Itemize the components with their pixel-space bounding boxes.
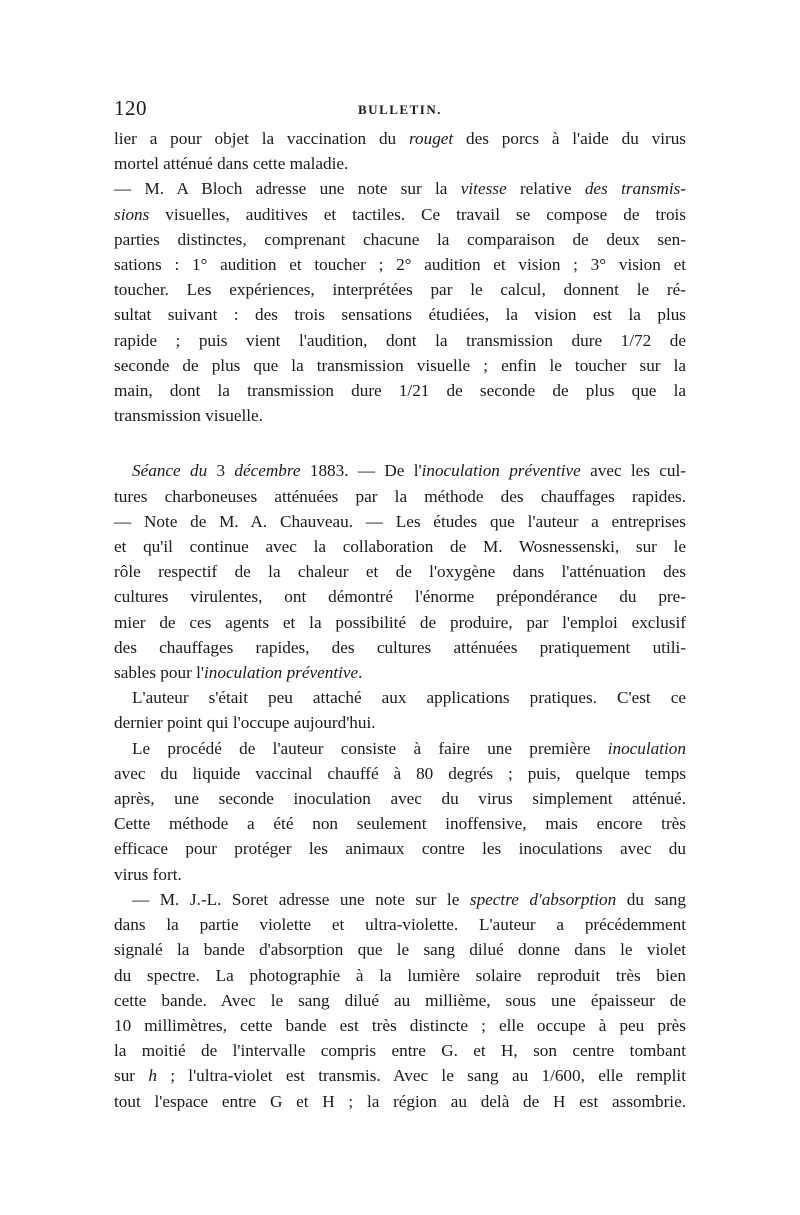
text-line <box>114 277 686 302</box>
text-run: tures charboneuses atténuées par la méthode des chauffages rapides. <box>114 486 686 506</box>
text-line <box>114 151 686 176</box>
italic-run: spectre d'absorption <box>469 889 617 909</box>
italic-run: sions <box>114 204 150 224</box>
italic-run: inoculation préventive <box>203 663 359 683</box>
text-line <box>114 484 686 509</box>
text-run: L'auteur s'était peu attaché aux applications pratiques. C'est ce <box>132 688 686 708</box>
text-run: relative <box>506 179 585 199</box>
text-line <box>114 786 686 811</box>
text-run: cultures virulentes, ont démontré l'énorme prépondérance du pre- <box>114 587 686 607</box>
page-header <box>114 96 686 126</box>
text-line <box>114 534 686 559</box>
text-line <box>114 1038 686 1063</box>
text-run: parties distinctes, comprenant chacune la comparaison de deux sen- <box>114 229 686 249</box>
body-text <box>114 126 686 1114</box>
text-run: sables pour l' <box>114 663 204 683</box>
text-line <box>114 685 686 710</box>
text-line <box>114 710 686 735</box>
text-line <box>114 811 686 836</box>
italic-run: vitesse <box>460 179 507 199</box>
paragraph-p2 <box>114 458 686 685</box>
text-run: la moitié de l'intervalle compris entre G. et H, son centre tombant <box>114 1041 686 1061</box>
text-run: du spectre. La photographie à la lumière solaire reproduit très bien <box>114 965 686 985</box>
text-line <box>114 988 686 1013</box>
text-line <box>114 1063 686 1088</box>
text-run: 3 <box>207 461 235 481</box>
text-run: toucher. Les expériences, interprétées par le calcul, donnent le ré- <box>114 280 686 300</box>
text-run: virus fort. <box>114 864 182 884</box>
italic-run: inoculation préventive <box>421 461 581 481</box>
text-run: . <box>358 663 363 683</box>
text-run: et qu'il continue avec la collaboration de M. Wosnessenski, sur le <box>114 537 686 557</box>
text-run: — M. J.-L. Soret adresse une note sur le <box>132 889 470 909</box>
text-run: sur <box>114 1066 149 1086</box>
italic-run: rouget <box>408 129 454 148</box>
text-line <box>114 1013 686 1038</box>
paragraph-p0 <box>114 126 686 176</box>
text-run: efficace pour protéger les animaux contre les inoculations avec du <box>114 839 686 859</box>
italic-run: décembre <box>234 461 301 481</box>
text-line <box>114 635 686 660</box>
text-line <box>114 353 686 378</box>
text-run: — Note de M. A. Chauveau. — Les études que l'auteur a entreprises <box>114 511 686 531</box>
italic-run: h <box>148 1066 157 1086</box>
text-line <box>114 328 686 353</box>
text-line <box>114 378 686 403</box>
text-run: main, dont la transmission dure 1/21 de seconde de plus que la <box>114 381 686 401</box>
text-run: mortel atténué dans cette maladie. <box>114 154 349 174</box>
text-run: après, une seconde inoculation avec du virus simplement atténué. <box>114 789 686 809</box>
text-run: 1883. — De l' <box>300 461 422 481</box>
text-line <box>114 862 686 887</box>
text-run: lier a pour objet la vaccination du <box>114 129 409 148</box>
text-line <box>114 227 686 252</box>
text-run: avec les cul- <box>580 461 686 481</box>
page <box>114 96 686 1114</box>
text-run: sultat suivant : des trois sensations étudiées, la vision est la plus <box>114 305 686 325</box>
paragraph-p1 <box>114 176 686 428</box>
text-run: — M. A Bloch adresse une note sur la <box>114 179 461 199</box>
text-line <box>114 736 686 761</box>
text-run: dernier point qui l'occupe aujourd'hui. <box>114 713 376 733</box>
text-run: Le procédé de l'auteur consiste à faire une première <box>132 738 608 758</box>
text-run: signalé la bande d'absorption que le sang dilué donne dans le violet <box>114 940 686 960</box>
text-run: sations : 1° audition et toucher ; 2° audition et vision ; 3° vision et <box>114 255 686 275</box>
text-run: rapide ; puis vient l'audition, dont la transmission dure 1/72 de <box>114 330 686 350</box>
text-line <box>114 126 686 151</box>
text-run: des chauffages rapides, des cultures atténuées pratiquement utili- <box>114 637 686 657</box>
paragraph-p5 <box>114 887 686 1114</box>
paragraph-p4 <box>114 736 686 887</box>
text-run: 10 millimètres, cette bande est très distincte ; elle occupe à peu près <box>114 1015 686 1035</box>
text-run: mier de ces agents et la possibilité de produire, par l'emploi exclusif <box>114 612 686 632</box>
text-line <box>114 660 686 685</box>
text-line <box>114 937 686 962</box>
italic-run: Séance du <box>132 461 208 481</box>
text-run: ; l'ultra-violet est transmis. Avec le sang au 1/600, elle remplit <box>156 1066 686 1086</box>
text-line <box>114 836 686 861</box>
text-line <box>114 761 686 786</box>
text-run: tout l'espace entre G et H ; la région au delà de H est assombrie. <box>114 1091 686 1111</box>
running-head: BULLETIN. <box>358 102 442 117</box>
text-run: transmission visuelle. <box>114 406 263 426</box>
text-line <box>114 403 686 428</box>
text-line <box>114 202 686 227</box>
text-line <box>114 887 686 912</box>
text-line <box>114 559 686 584</box>
text-line <box>114 610 686 635</box>
text-run: dans la partie violette et ultra-violette. L'auteur a précédemment <box>114 915 686 935</box>
italic-run: des transmis- <box>584 179 686 199</box>
text-line <box>114 912 686 937</box>
text-run: visuelles, auditives et tactiles. Ce travail se compose de trois <box>149 204 686 224</box>
text-line <box>114 509 686 534</box>
text-run: rôle respectif de la chaleur et de l'oxygène dans l'atténuation des <box>114 562 686 582</box>
text-run: du sang <box>616 889 686 909</box>
section-gap <box>114 428 686 458</box>
text-line <box>114 963 686 988</box>
text-line <box>114 176 686 201</box>
text-run: avec du liquide vaccinal chauffé à 80 degrés ; puis, quelque temps <box>114 763 686 783</box>
text-run: seconde de plus que la transmission visuelle ; enfin le toucher sur la <box>114 355 686 375</box>
text-run: des porcs à l'aide du virus <box>453 129 686 148</box>
text-run: Cette méthode a été non seulement inoffensive, mais encore très <box>114 814 686 834</box>
text-line <box>114 302 686 327</box>
text-line <box>114 252 686 277</box>
text-run: cette bande. Avec le sang dilué au millième, sous une épaisseur de <box>114 990 686 1010</box>
page-number: 120 <box>114 96 147 120</box>
text-line <box>114 458 686 483</box>
paragraph-p3 <box>114 685 686 735</box>
text-line <box>114 584 686 609</box>
italic-run: inoculation <box>607 738 686 758</box>
text-line <box>114 1089 686 1114</box>
